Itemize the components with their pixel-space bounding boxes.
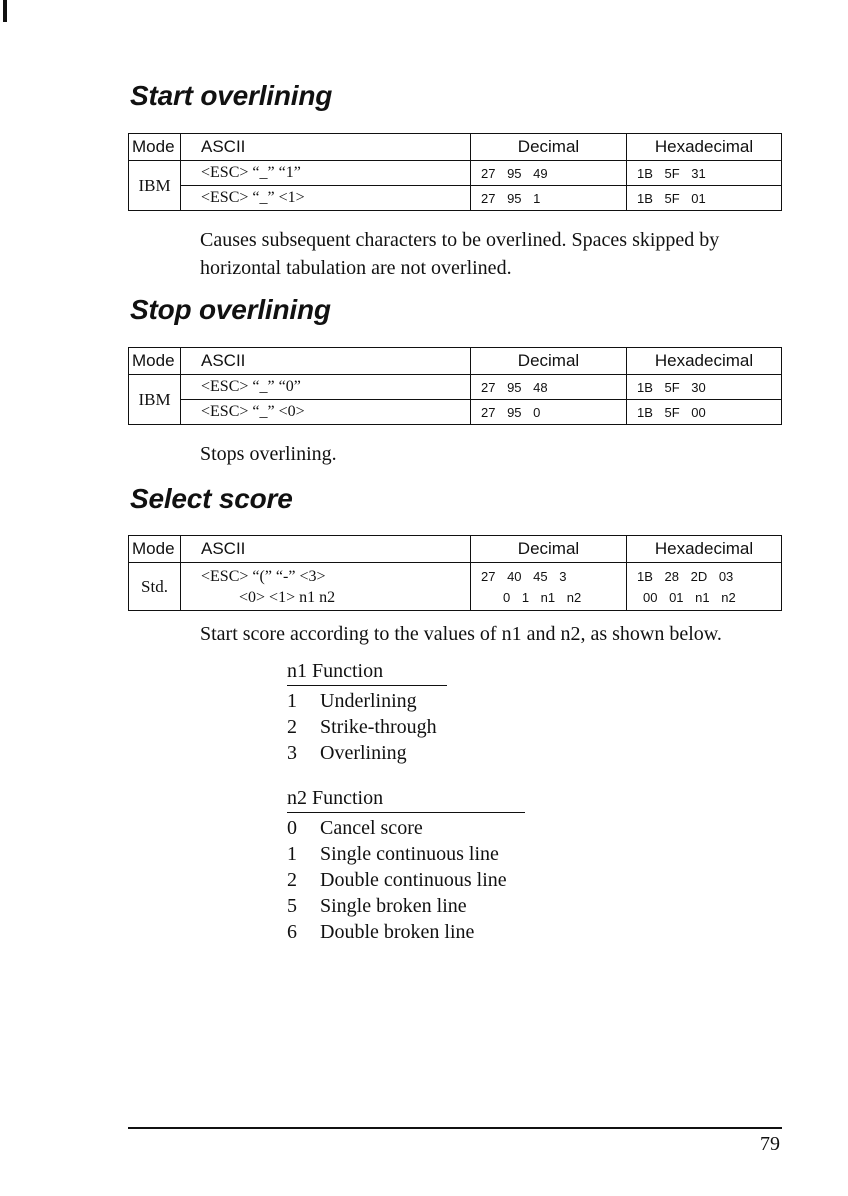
ascii-line: <ESC> “(” “-” <3>	[201, 568, 326, 585]
list-item	[287, 841, 525, 867]
ascii-cell: <ESC> “_” “1”	[181, 161, 471, 186]
ascii-cell: <ESC> “_” “0”	[181, 375, 471, 400]
n1-function-table	[287, 658, 447, 766]
n2-value: 6	[287, 921, 297, 943]
decimal-cell: 27 95 49	[471, 161, 627, 186]
list-item	[287, 714, 447, 740]
decimal-cell: 27 95 0	[471, 400, 627, 425]
n2-function-name: Single continuous line	[320, 843, 499, 865]
n2-function-name: Double broken line	[320, 921, 475, 943]
hex-line: 00 01 n1 n2	[643, 589, 736, 605]
header-hexadecimal: Hexadecimal	[627, 536, 782, 563]
n1-function-name: Overlining	[320, 742, 407, 764]
header-decimal: Decimal	[471, 348, 627, 375]
n1-function-name: Strike-through	[320, 716, 437, 738]
n2-function-name: Cancel score	[320, 817, 423, 839]
header-mode: Mode	[129, 134, 181, 161]
mode-cell: IBM	[129, 375, 181, 425]
n2-function-table	[287, 785, 525, 945]
hex-line: 1B 28 2D 03	[637, 568, 734, 584]
list-item	[287, 893, 525, 919]
list-item	[287, 740, 447, 766]
page-number: 79	[760, 1133, 780, 1155]
n2-function-header: n2 Function	[287, 785, 525, 813]
select-score-description: Start score according to the values of n1 and n2, as shown below.	[200, 623, 722, 645]
hex-cell: 1B 5F 30	[627, 375, 782, 400]
decimal-cell: 27 95 1	[471, 186, 627, 211]
n2-function-name: Double continuous line	[320, 869, 507, 891]
select-score-table	[128, 535, 782, 611]
n2-function-name: Single broken line	[320, 895, 467, 917]
header-ascii: ASCII	[181, 348, 471, 375]
header-ascii: ASCII	[181, 536, 471, 563]
section-heading-stop-overlining: Stop overlining	[130, 294, 331, 325]
ascii-line: <0> <1> n1 n2	[239, 589, 336, 606]
decimal-cell	[471, 563, 627, 611]
n1-value: 2	[287, 716, 297, 738]
ascii-cell	[181, 563, 471, 611]
section-heading-select-score: Select score	[130, 483, 293, 514]
n2-value: 0	[287, 817, 297, 839]
list-item	[287, 688, 447, 714]
hex-cell: 1B 5F 01	[627, 186, 782, 211]
header-hexadecimal: Hexadecimal	[627, 134, 782, 161]
n2-value: 5	[287, 895, 297, 917]
stop-overlining-table	[128, 347, 782, 425]
ascii-cell: <ESC> “_” <1>	[181, 186, 471, 211]
margin-mark	[3, 0, 7, 22]
header-decimal: Decimal	[471, 134, 627, 161]
hex-cell: 1B 5F 31	[627, 161, 782, 186]
n2-value: 1	[287, 843, 297, 865]
start-overlining-description: Causes subsequent characters to be overlined. Spaces skipped by horizontal tabulation are not overlined.	[200, 229, 720, 279]
stop-overlining-description: Stops overlining.	[200, 443, 337, 465]
mode-cell: IBM	[129, 161, 181, 211]
hex-cell: 1B 5F 00	[627, 400, 782, 425]
ascii-cell: <ESC> “_” <0>	[181, 400, 471, 425]
decimal-line: 0 1 n1 n2	[503, 589, 582, 605]
n1-function-name: Underlining	[320, 690, 417, 712]
list-item	[287, 815, 525, 841]
decimal-line: 27 40 45 3	[481, 568, 567, 584]
header-mode: Mode	[129, 348, 181, 375]
section-heading-start-overlining: Start overlining	[130, 80, 333, 111]
header-hexadecimal: Hexadecimal	[627, 348, 782, 375]
mode-cell: Std.	[129, 563, 181, 611]
header-ascii: ASCII	[181, 134, 471, 161]
list-item	[287, 867, 525, 893]
hex-cell	[627, 563, 782, 611]
header-decimal: Decimal	[471, 536, 627, 563]
n1-value: 1	[287, 690, 297, 712]
footer-rule	[128, 1127, 782, 1129]
n1-function-header: n1 Function	[287, 658, 447, 686]
start-overlining-table	[128, 133, 782, 211]
list-item	[287, 919, 525, 945]
header-mode: Mode	[129, 536, 181, 563]
n1-value: 3	[287, 742, 297, 764]
n2-value: 2	[287, 869, 297, 891]
decimal-cell: 27 95 48	[471, 375, 627, 400]
